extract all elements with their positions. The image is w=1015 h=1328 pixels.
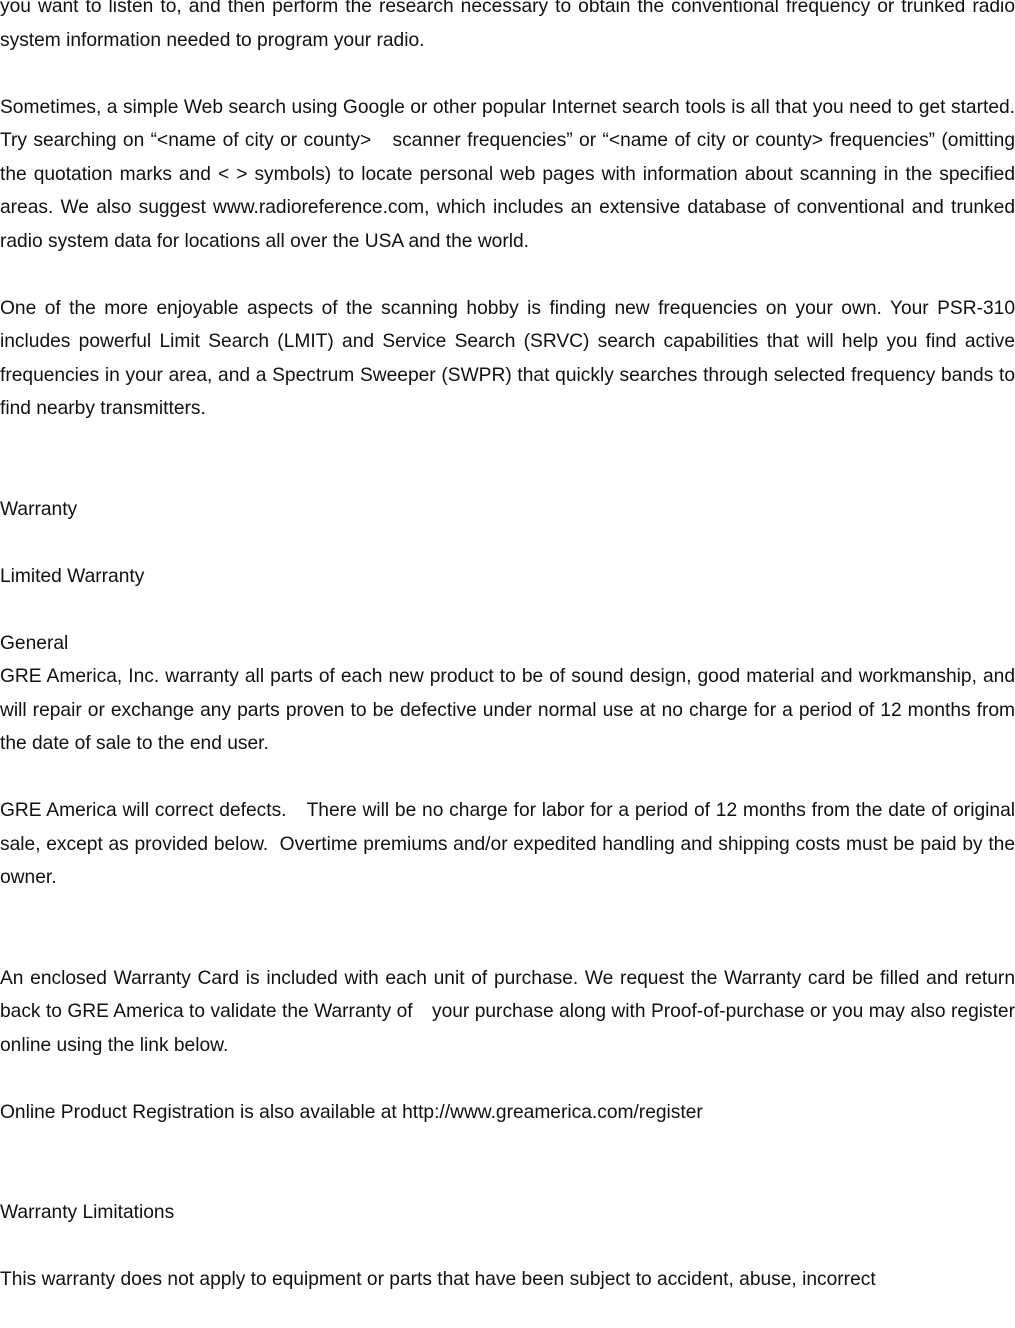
spacer [0, 426, 1015, 493]
spacer [0, 526, 1015, 560]
paragraph-web-search: Sometimes, a simple Web search using Google or other popular Internet search tools is all that you need to get started. Try searching on “<name of city or county> scanner frequencies” or “<name of city or county> frequencies” (omitting the quotation marks and < > symbols) to locate personal web pages with information about scanning in the specified areas. We also suggest www.radioreference.com, which includes an extensive database of conventional and trunked radio system data for locations all over the USA and the world. [0, 96, 1015, 252]
registration-line: Online Product Registration is also available at http://www.greamerica.com/register [0, 1101, 703, 1123]
spacer [0, 761, 1015, 795]
spacer [0, 258, 1015, 292]
spacer [0, 1230, 1015, 1264]
spacer [0, 1062, 1015, 1096]
paragraph-general: GRE America, Inc. warranty all parts of each new product to be of sound design, good material and workmanship, and will repair or exchange any parts proven to be defective under normal use at no charge for a period of 12 months from the date of sale to the end user. [0, 666, 1015, 754]
warranty-limitations-heading: Warranty Limitations [0, 1202, 175, 1223]
paragraph-warranty-card: An enclosed Warranty Card is included with each unit of purchase. We request the Warranty card be filled and return back to GRE America to validate the Warranty of your purchase along with Proof-of-purchase or you may also register online using the link below. [0, 967, 1015, 1056]
paragraph-scanning-hobby: One of the more enjoyable aspects of the scanning hobby is finding new frequencies on your own. Your PSR-310 includes powerful Limit Search (LMIT) and Service Search (SRVC) search capabilities that will help you find active frequencies in your area, and a Spectrum Sweeper (SWPR) that quickly searches through selected frequency bands to find nearby transmitters. [0, 297, 1015, 419]
general-heading: General [0, 632, 69, 654]
paragraph-correction: GRE America will correct defects. There will be no charge for labor for a period of 12 months from the date of original sale, except as provided below. Overtime premiums and/or expedited handling and shipping costs must be paid by the owner. [0, 800, 1015, 888]
limited-warranty-heading: Limited Warranty [0, 565, 145, 587]
spacer [0, 1129, 1015, 1196]
spacer [0, 593, 1015, 627]
paragraph-research: you want to listen to, and then perform the research necessary to obtain the conventional frequency or trunked radio system information needed to program your radio. [0, 0, 1015, 51]
spacer [0, 57, 1015, 91]
spacer [0, 895, 1015, 962]
warranty-heading: Warranty [0, 498, 78, 520]
paragraph-limitations: This warranty does not apply to equipment or parts that have been subject to accident, abuse, incorrect [0, 1269, 876, 1290]
